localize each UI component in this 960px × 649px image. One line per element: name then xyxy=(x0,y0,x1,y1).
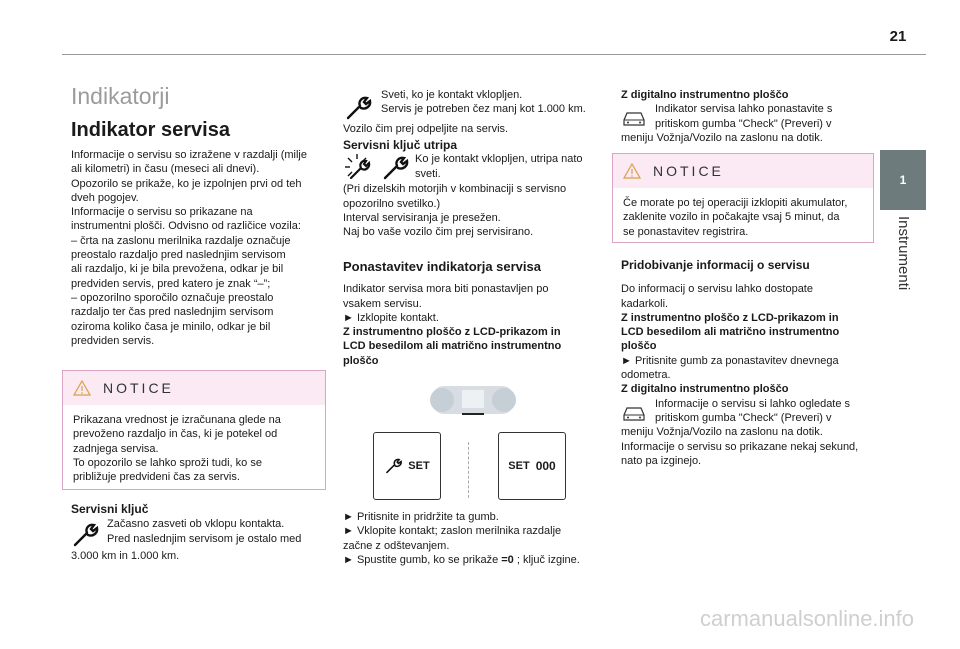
reset-heading: Ponastavitev indikatorja servisa xyxy=(343,259,541,274)
notice-body: Če morate po tej operaciji izklopiti akumulator, zaklenite vozilo in počakajte vsaj 5 minut, da se ponastavitev registrira. xyxy=(623,197,848,238)
set-label-left: SET xyxy=(408,459,430,472)
digital-heading: Z digitalno instrumentno ploščo xyxy=(621,89,789,101)
digital-panel-section: Z digitalno instrumentno ploščo Indikator servisa lahko ponastavite s pritiskom gumba "Check" (Preveri) v meniju Vožnja/Vozilo na zaslonu na dotik. xyxy=(621,88,877,145)
dashboard-icon xyxy=(370,378,570,428)
set-value-right: 000 xyxy=(535,458,556,473)
wrench-icon xyxy=(343,94,375,122)
chapter-label: Instrumenti xyxy=(895,216,913,291)
wrench-icon xyxy=(71,521,101,549)
chapter-tab[interactable] xyxy=(880,150,926,210)
notice-header xyxy=(63,371,325,405)
notice-box-1 xyxy=(62,370,326,490)
flash-heading: Servisni ključ utripa xyxy=(343,138,458,152)
notice-box-2 xyxy=(612,153,874,243)
car-icon xyxy=(621,106,647,130)
set-button-right[interactable] xyxy=(498,432,566,500)
set-label-right: SET xyxy=(508,459,530,472)
wrench-heading: Servisni ključ xyxy=(71,502,149,516)
page-heading: Indikator servisa xyxy=(71,119,230,141)
notice-title: NOTICE xyxy=(103,379,174,396)
service-info-section: Pridobivanje informacij o servisu Do informacij o servisu lahko dostopate kadarkoli. Z instrumentno ploščo z LCD-prikazom in LCD besedilom ali matrično instrumentno ploščo ► Pritisnite gumb za ponastavitev dnevnega odometra. Z digitalno instrumentno ploščo Informacije o servisu si lahko ogledate s pritiskom gumba "Check" (Preveri) v meniju Vožnja/Vozilo na zaslonu na dotik. Informacije o servisu so prikazane nekaj sekund, nato pa izginejo. xyxy=(621,258,877,468)
service-info-paragraph: Informacije o servisu so izražene v razdalji (milje ali kilometri) in času (meseci ali dnevi). Opozorilo se prikaže, ko je izpolnjen prvi od teh dveh pogojev. Informacije o servisu so prikazane na instrumentni plošči. Odvisno od različice vozila: – črta na zaslonu merilnika razdalje označuje preostalo razdaljo pred naslednjim servisom ali razdaljo, ki je bila prevožena, odkar je bil predviden servis, pred katero je znak “–”; – opozorilno sporočilo označuje preostalo razdaljo ter čas pred naslednjim servisom oziroma koliko časa je minilo, odkar je bil predviden servis. xyxy=(71,149,307,347)
page-number: 21 xyxy=(889,28,907,45)
header-rule xyxy=(62,54,926,55)
notice-header xyxy=(613,154,873,188)
notice-body: Prikazana vrednost je izračunana glede na prevoženo razdaljo in čas, ki je potekel od zadnjega servisa. To opozorilo se lahko sproži tudi, ko se približuje predvideni čas za servis. xyxy=(73,414,281,484)
wrench-flash-section: Servisni ključ utripa Ko je kontakt vklopljen, utripa nato sveti. (Pri dizelskih motorjih v kombinaciji s servisno opozorilno svetilko.) Interval servisiranja je presežen. Naj bo vaše vozilo čim prej servisirano. xyxy=(343,138,613,239)
instrument-panel-diagram xyxy=(370,378,570,498)
divider xyxy=(468,442,469,498)
section-title: Indikatorji xyxy=(71,83,170,109)
wrench-icon xyxy=(384,457,404,475)
warning-triangle-icon xyxy=(623,163,641,179)
flashing-wrench-icon xyxy=(343,152,413,182)
reset-steps: ► Pritisnite in pridržite ta gumb. ► Vklopite kontakt; zaslon merilnika razdalje začne z odštevanjem. ► Spustite gumb, ko se prikaže =0 ; ključ izgine. xyxy=(343,511,580,566)
watermark: carmanualsonline.info xyxy=(700,606,915,631)
info-heading: Pridobivanje informacij o servisu xyxy=(621,258,810,272)
set-button-left[interactable] xyxy=(373,432,441,500)
reset-section: Ponastavitev indikatorja servisa Indikator servisa mora biti ponastavljen po vsakem servisu. ► Izklopite kontakt. Z instrumentno ploščo z LCD-prikazom in LCD besedilom ali matrično instrumentno ploščo xyxy=(343,260,613,368)
wrench-lit-section: Sveti, ko je kontakt vklopljen. Servis je potreben čez manj kot 1.000 km. Vozilo čim prej odpeljite na servis. xyxy=(343,89,586,135)
car-icon xyxy=(621,401,647,425)
wrench-section: Servisni ključ Začasno zasveti ob vklopu kontakta. Pred naslednjim servisom je ostalo med 3.000 km in 1.000 km. xyxy=(71,502,333,564)
notice-title: NOTICE xyxy=(653,162,724,179)
warning-triangle-icon xyxy=(73,380,91,396)
chapter-number: 1 xyxy=(899,172,907,187)
